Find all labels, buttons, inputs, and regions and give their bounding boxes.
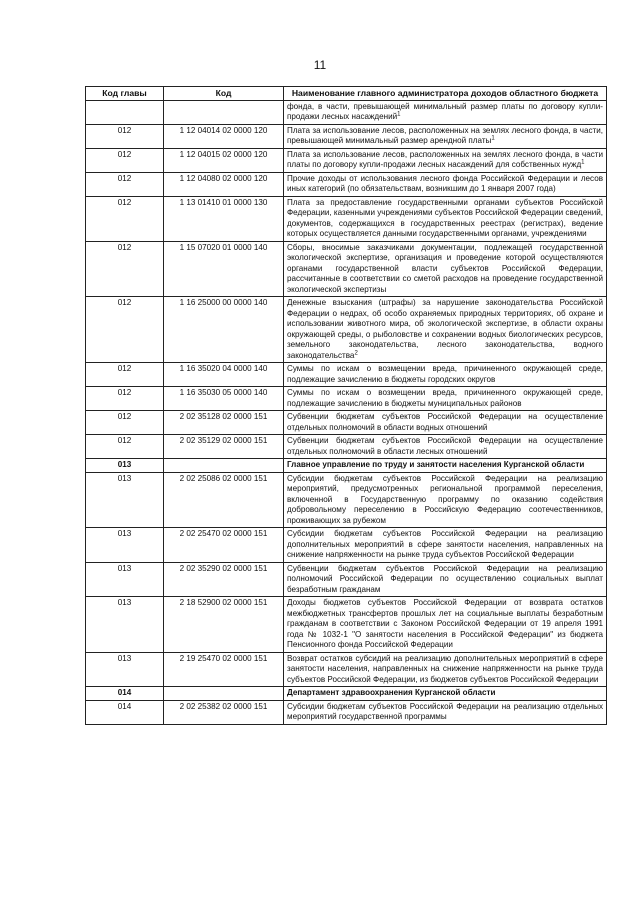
chapter-code-cell: 013: [86, 597, 164, 653]
name-text: Денежные взыскания (штрафы) за нарушение законодательства Российской Федерации о недрах, об особо охраняемых природных территориях, об охране и использовании животного мира, об экологической экспертизе, в области охраны окружающей среды, о рыболовстве и сохранении водных биологических ресурсов, земельного законодательства, лесного законодательства, водного законодательства: [287, 298, 603, 360]
administrator-name-cell: [284, 241, 607, 297]
table-row: [86, 700, 607, 724]
budget-code-cell: 2 19 25470 02 0000 151: [164, 652, 284, 687]
table-row: [86, 124, 607, 148]
table-row: [86, 435, 607, 459]
table-row: [86, 472, 607, 528]
chapter-code-cell: 012: [86, 241, 164, 297]
chapter-code-cell: 013: [86, 472, 164, 528]
name-text: Главное управление по труду и занятости населения Курганской области: [287, 460, 585, 469]
table-row: [86, 100, 607, 124]
chapter-code-cell: [86, 100, 164, 124]
budget-code-cell: 1 16 25000 00 0000 140: [164, 297, 284, 363]
table-row: [86, 148, 607, 172]
administrator-name-cell: [284, 472, 607, 528]
chapter-code-cell: 014: [86, 687, 164, 701]
name-text: Субвенции бюджетам субъектов Российской Федерации на осуществление отдельных полномочий в области водных отношений: [287, 412, 603, 432]
name-text: фонда, в части, превышающей минимальный размер платы по договору купли-продажи лесных насаждений: [287, 101, 603, 121]
table-row: [86, 528, 607, 563]
table-row: [86, 172, 607, 196]
header-code: Код: [164, 87, 284, 101]
budget-code-cell: 2 02 25086 02 0000 151: [164, 472, 284, 528]
budget-code-cell: 2 02 35290 02 0000 151: [164, 562, 284, 597]
budget-code-cell: 1 15 07020 01 0000 140: [164, 241, 284, 297]
name-text: Плата за предоставление государственными органами субъектов Российской Федерации, казенными учреждениями субъектов Российской Федерации сведений, документов, содержащихся в государственных реестрах (регистрах), ведение которых осуществляется данными государственными органами, учреждениями: [287, 197, 603, 238]
budget-code-cell: 2 02 25382 02 0000 151: [164, 700, 284, 724]
chapter-code-cell: 013: [86, 528, 164, 563]
budget-code-cell: [164, 100, 284, 124]
chapter-code-cell: 012: [86, 148, 164, 172]
name-text: Субсидии бюджетам субъектов Российской Федерации на реализацию дополнительных мероприятий в сфере занятости населения, направленных на снижение напряженности на рынке труда субъектов Российской Федерации: [287, 529, 603, 559]
budget-code-cell: 2 02 35128 02 0000 151: [164, 411, 284, 435]
header-chapter-code: Код главы: [86, 87, 164, 101]
administrator-name-cell: [284, 652, 607, 687]
footnote-mark: 2: [354, 349, 358, 356]
table-row: [86, 387, 607, 411]
administrator-name-cell: [284, 363, 607, 387]
name-text: Субвенции бюджетам субъектов Российской Федерации на осуществление отдельных полномочий в области лесных отношений: [287, 436, 603, 456]
chapter-code-cell: 012: [86, 387, 164, 411]
page-number: 11: [313, 58, 327, 72]
chapter-code-cell: 013: [86, 459, 164, 473]
name-text: Сборы, вносимые заказчиками документации, подлежащей государственной экологической экспертизе, организация и проведение которой осуществляются органами государственной власти субъектов Российской Федерации, рассчитанные в соответствии со сметой расходов на проведение государственной экологической экспертизы: [287, 242, 603, 294]
administrator-name-cell: [284, 459, 607, 473]
administrator-name-cell: [284, 172, 607, 196]
revenue-administrators-table: [85, 86, 607, 725]
name-text: Суммы по искам о возмещении вреда, причиненного окружающей среде, подлежащие зачислению в бюджеты городских округов: [287, 364, 603, 384]
table-row: [86, 687, 607, 701]
administrator-name-cell: [284, 297, 607, 363]
table-row: [86, 459, 607, 473]
administrator-name-cell: [284, 687, 607, 701]
chapter-code-cell: 012: [86, 411, 164, 435]
chapter-code-cell: 012: [86, 172, 164, 196]
footnote-mark: 1: [397, 111, 401, 118]
chapter-code-cell: 012: [86, 297, 164, 363]
budget-code-cell: 1 13 01410 01 0000 130: [164, 196, 284, 241]
budget-code-cell: [164, 687, 284, 701]
administrator-name-cell: [284, 387, 607, 411]
table-row: [86, 597, 607, 653]
header-administrator-name: Наименование главного администратора доходов областного бюджета: [284, 87, 607, 101]
administrator-name-cell: [284, 100, 607, 124]
budget-code-cell: 2 02 25470 02 0000 151: [164, 528, 284, 563]
budget-code-cell: 2 18 52900 02 0000 151: [164, 597, 284, 653]
table-row: [86, 363, 607, 387]
table-row: [86, 196, 607, 241]
name-text: Суммы по искам о возмещении вреда, причиненного окружающей среде, подлежащие зачислению в бюджеты муниципальных районов: [287, 388, 603, 408]
name-text: Департамент здравоохранения Курганской области: [287, 688, 496, 697]
chapter-code-cell: 013: [86, 562, 164, 597]
administrator-name-cell: [284, 148, 607, 172]
chapter-code-cell: 012: [86, 435, 164, 459]
administrator-name-cell: [284, 196, 607, 241]
budget-code-cell: 1 12 04080 02 0000 120: [164, 172, 284, 196]
name-text: Доходы бюджетов субъектов Российской Федерации от возврата остатков межбюджетных трансфертов прошлых лет на социальные выплаты безработным гражданам в соответствии с Законом Российской Федерации от 19 апреля 1991 года № 1032-1 "О занятости населения в Российской Федерации" из бюджета Пенсионного фонда Российской Федерации: [287, 598, 603, 649]
budget-code-cell: 1 12 04014 02 0000 120: [164, 124, 284, 148]
administrator-name-cell: [284, 562, 607, 597]
budget-code-cell: [164, 459, 284, 473]
budget-code-cell: 1 16 35020 04 0000 140: [164, 363, 284, 387]
table-row: [86, 241, 607, 297]
administrator-name-cell: [284, 124, 607, 148]
administrator-name-cell: [284, 700, 607, 724]
table-row: [86, 411, 607, 435]
chapter-code-cell: 012: [86, 196, 164, 241]
administrator-name-cell: [284, 528, 607, 563]
administrator-name-cell: [284, 597, 607, 653]
chapter-code-cell: 013: [86, 652, 164, 687]
budget-code-cell: 2 02 35129 02 0000 151: [164, 435, 284, 459]
footnote-mark: 1: [491, 135, 495, 142]
budget-code-cell: 1 12 04015 02 0000 120: [164, 148, 284, 172]
chapter-code-cell: 014: [86, 700, 164, 724]
chapter-code-cell: 012: [86, 363, 164, 387]
name-text: Плата за использование лесов, расположенных на землях лесного фонда, в части, превышающей минимальный размер арендной платы: [287, 125, 603, 145]
table-row: [86, 652, 607, 687]
name-text: Прочие доходы от использования лесного фонда Российской Федерации и лесов иных категорий (по обязательствам, возникшим до 1 января 2007 года): [287, 173, 603, 193]
name-text: Возврат остатков субсидий на реализацию дополнительных мероприятий в сфере занятости населения, направленных на снижение напряженности на рынке труда субъектов Российской Федерации, из бюджетов субъектов Российской Федерации: [287, 653, 603, 684]
administrator-name-cell: [284, 435, 607, 459]
name-text: Субсидии бюджетам субъектов Российской Федерации на реализацию отдельных мероприятий государственной программы: [287, 701, 603, 721]
name-text: Субвенции бюджетам субъектов Российской Федерации на реализацию полномочий Российской Федерации по осуществлению социальных выплат безработным гражданам: [287, 563, 603, 594]
name-text: Субсидии бюджетам субъектов Российской Федерации на реализацию мероприятий, предусмотренных региональной программой переселения, включенной в Государственную программу по оказанию содействия добровольному переселению в Российскую Федерацию соотечественников, проживающих за рубежом: [287, 473, 603, 525]
chapter-code-cell: 012: [86, 124, 164, 148]
budget-code-cell: 1 16 35030 05 0000 140: [164, 387, 284, 411]
name-text: Плата за использование лесов, расположенных на землях лесного фонда, в части платы по договору купли-продажи лесных насаждений для собственных нужд: [287, 149, 603, 169]
table-header-row: [86, 87, 607, 101]
table-row: [86, 297, 607, 363]
table-row: [86, 562, 607, 597]
administrator-name-cell: [284, 411, 607, 435]
footnote-mark: 1: [581, 159, 585, 166]
